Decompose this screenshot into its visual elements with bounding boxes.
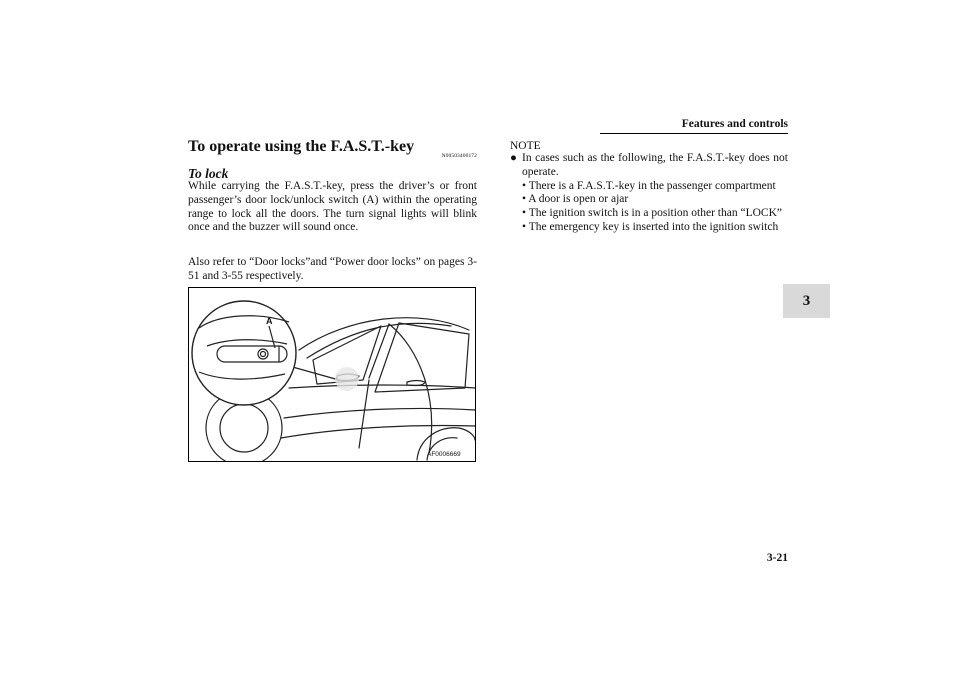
note-text: In cases such as the following, the F.A.S.T.-key does not operate.	[522, 152, 788, 178]
callout-label-a: A	[266, 316, 273, 326]
note-subitem: • There is a F.A.S.T.-key in the passenger compartment	[522, 179, 776, 192]
door-handle-illustration	[188, 287, 476, 462]
note-list	[510, 152, 788, 235]
page-number: 3-21	[766, 552, 788, 564]
subheading-to-lock: To lock	[188, 166, 229, 181]
note-subitem: • The emergency key is inserted into the ignition switch	[522, 220, 779, 233]
note-bullet-item	[510, 152, 788, 180]
note-subitem: • A door is open or ajar	[522, 193, 629, 206]
note-subitem: • The ignition switch is in a position other than “LOCK”	[522, 207, 782, 220]
magnifier-circle	[192, 301, 296, 405]
header-rule	[600, 133, 788, 134]
section-heading: To operate using the F.A.S.T.-key	[188, 138, 415, 155]
note-title: NOTE	[510, 140, 541, 152]
paragraph-lock-instructions: While carrying the F.A.S.T.-key, press the driver’s or front passenger’s door lock/unlock switch (A) within the operating range to lock all the doors. The turn signal lights will blink once and the buzzer will sound once.	[188, 180, 477, 234]
section-tab: 3	[783, 284, 830, 318]
car-door-drawing	[189, 288, 475, 461]
section-code: N00503400172	[441, 153, 477, 159]
paragraph-reference: Also refer to “Door locks”and “Power door locks” on pages 3-51 and 3-55 respectively.	[188, 256, 477, 282]
figure-code: AF0006669	[427, 451, 461, 458]
bullet-icon: ●	[510, 152, 517, 164]
running-header: Features and controls	[681, 118, 788, 130]
